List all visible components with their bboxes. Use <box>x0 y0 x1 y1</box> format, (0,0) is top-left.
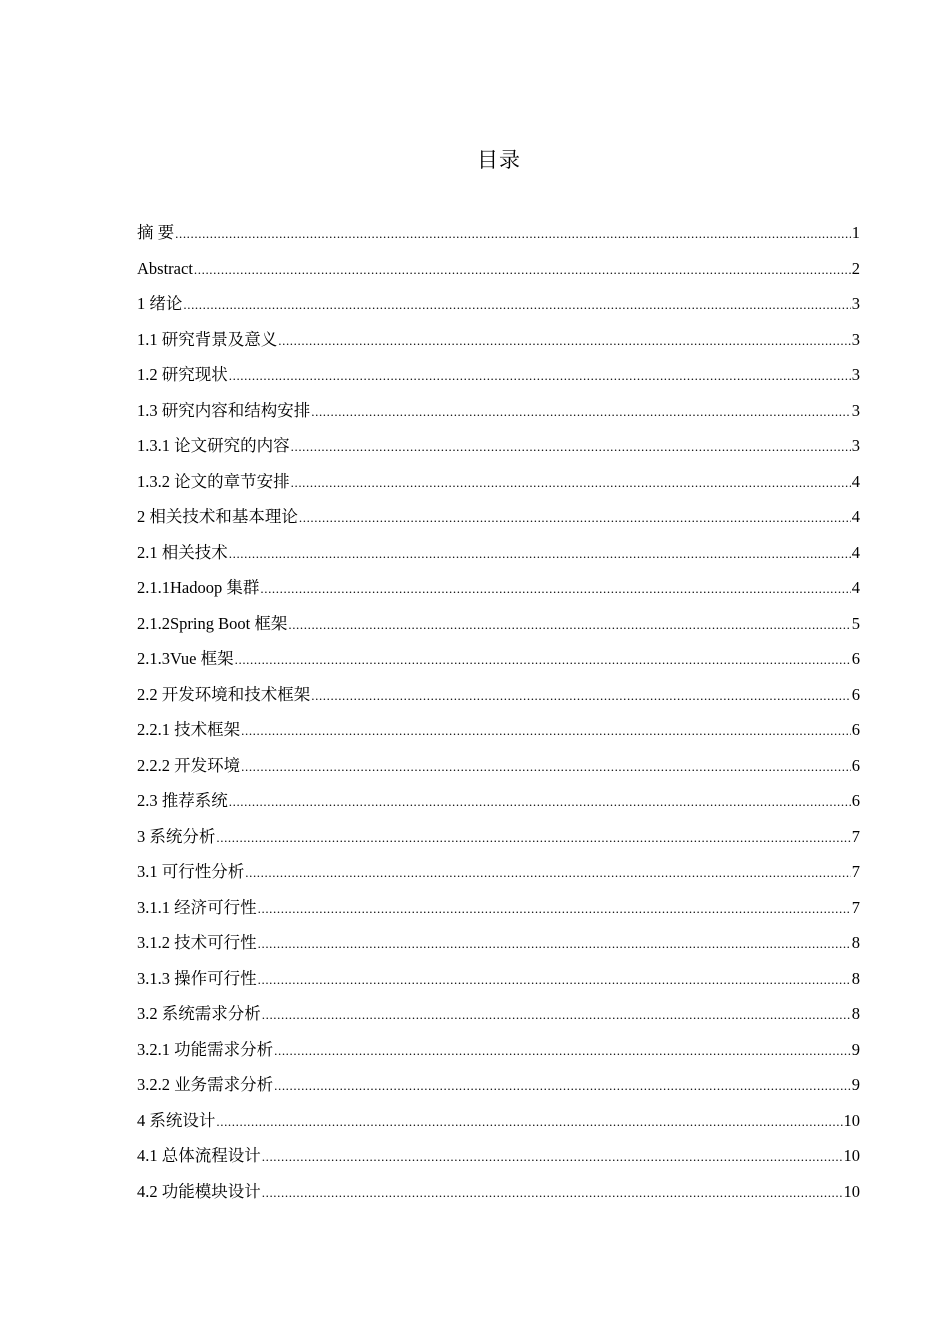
toc-entry-page-number: 7 <box>851 826 860 846</box>
toc-entry[interactable] <box>137 714 860 750</box>
toc-entry-label: 2 相关技术和基本理论 <box>137 507 298 526</box>
toc-entry-page-number: 9 <box>851 1075 860 1094</box>
toc-entry[interactable] <box>137 430 860 466</box>
toc-entry-label: 1.2 研究现状 <box>137 365 228 384</box>
toc-entry[interactable] <box>137 1140 860 1176</box>
toc-entry-page-number: 7 <box>851 897 860 917</box>
toc-entry-label: 1 绪论 <box>137 294 183 313</box>
toc-leader-dots <box>183 289 850 321</box>
toc-entry-page-number: 6 <box>851 684 860 704</box>
toc-leader-dots <box>235 644 851 676</box>
toc-entry[interactable] <box>137 572 860 608</box>
toc-entry-page-number: 6 <box>851 649 860 668</box>
toc-leader-dots <box>175 218 851 250</box>
toc-entry-label: 2.3 推荐系统 <box>137 791 228 810</box>
toc-entry-page-number: 4 <box>851 507 860 526</box>
toc-leader-dots <box>229 786 851 818</box>
toc-entry-label: 1.3 研究内容和结构安排 <box>137 400 311 420</box>
toc-leader-dots <box>311 396 851 428</box>
toc-entry[interactable] <box>137 856 860 892</box>
toc-entry[interactable] <box>137 288 860 324</box>
toc-leader-dots <box>288 609 850 641</box>
toc-entry-label: 2.2.2 开发环境 <box>137 755 241 775</box>
toc-entry-label: 4.1 总体流程设计 <box>137 1146 261 1165</box>
toc-entry-label: 3.1 可行性分析 <box>137 862 245 881</box>
toc-leader-dots <box>311 680 851 712</box>
toc-entry-label: 2.1.2Spring Boot 框架 <box>137 613 288 633</box>
toc-entry-page-number: 10 <box>843 1110 860 1130</box>
toc-entry[interactable] <box>137 359 860 395</box>
toc-entry[interactable] <box>137 750 860 786</box>
toc-entry-label: 3.2 系统需求分析 <box>137 1004 261 1023</box>
toc-entry-page-number: 8 <box>851 1004 860 1023</box>
toc-entry-label: 3.1.3 操作可行性 <box>137 968 257 988</box>
toc-leader-dots <box>274 1070 851 1102</box>
toc-entry[interactable] <box>137 643 860 679</box>
toc-entry[interactable] <box>137 217 860 253</box>
toc-leader-dots <box>258 964 851 996</box>
toc-entry-label: 2.1 相关技术 <box>137 542 228 562</box>
toc-leader-dots <box>258 893 851 925</box>
toc-entry-page-number: 8 <box>851 968 860 988</box>
toc-leader-dots <box>262 999 851 1031</box>
toc-entry-page-number: 6 <box>851 720 860 739</box>
toc-leader-dots <box>229 360 851 392</box>
toc-entry[interactable] <box>137 821 860 857</box>
toc-entry-page-number: 6 <box>851 755 860 775</box>
toc-entry[interactable] <box>137 253 860 289</box>
toc-leader-dots <box>278 325 851 357</box>
toc-entry[interactable] <box>137 963 860 999</box>
toc-entry[interactable] <box>137 466 860 502</box>
toc-leader-dots <box>291 467 851 499</box>
toc-entry[interactable] <box>137 679 860 715</box>
toc-leader-dots <box>229 538 851 570</box>
toc-leader-dots <box>194 254 851 286</box>
toc-entry-label: 4.2 功能模块设计 <box>137 1181 261 1201</box>
toc-list <box>137 217 860 1211</box>
toc-entry-label: 4 系统设计 <box>137 1110 216 1130</box>
toc-entry-label: 3.2.1 功能需求分析 <box>137 1039 274 1059</box>
toc-entry-page-number: 4 <box>851 578 860 597</box>
toc-entry[interactable] <box>137 998 860 1034</box>
toc-entry-label: 2.2.1 技术框架 <box>137 720 241 739</box>
toc-entry[interactable] <box>137 1176 860 1212</box>
toc-entry-label: 2.1.1Hadoop 集群 <box>137 578 260 597</box>
toc-entry[interactable] <box>137 395 860 431</box>
toc-entry-label: 摘 要 <box>137 223 175 242</box>
toc-leader-dots <box>216 822 850 854</box>
toc-entry-page-number: 9 <box>851 1039 860 1059</box>
toc-entry-label: 3.1.1 经济可行性 <box>137 897 257 917</box>
toc-entry-page-number: 8 <box>851 933 860 952</box>
toc-leader-dots <box>258 928 851 960</box>
toc-entry[interactable] <box>137 785 860 821</box>
toc-entry-page-number: 5 <box>851 613 860 633</box>
toc-leader-dots <box>260 573 850 605</box>
toc-entry-page-number: 10 <box>843 1146 860 1165</box>
toc-entry-label: 3 系统分析 <box>137 826 216 846</box>
toc-entry[interactable] <box>137 324 860 360</box>
toc-entry-label: 1.3.1 论文研究的内容 <box>137 436 290 455</box>
toc-leader-dots <box>241 751 851 783</box>
toc-entry-page-number: 2 <box>851 258 860 278</box>
toc-entry-label: 3.2.2 业务需求分析 <box>137 1075 274 1094</box>
toc-leader-dots <box>274 1035 851 1067</box>
toc-entry-page-number: 3 <box>851 365 860 384</box>
toc-entry-label: 3.1.2 技术可行性 <box>137 933 257 952</box>
toc-entry-page-number: 10 <box>843 1181 860 1201</box>
toc-entry-page-number: 3 <box>851 400 860 420</box>
toc-entry-page-number: 7 <box>851 862 860 881</box>
toc-entry-label: Abstract <box>137 258 193 278</box>
toc-entry-page-number: 6 <box>851 791 860 810</box>
toc-entry-page-number: 3 <box>851 329 860 349</box>
toc-entry-label: 1.1 研究背景及意义 <box>137 329 278 349</box>
toc-entry-label: 1.3.2 论文的章节安排 <box>137 471 290 491</box>
toc-entry[interactable] <box>137 608 860 644</box>
toc-entry-label: 2.1.3Vue 框架 <box>137 649 234 668</box>
toc-entry-page-number: 3 <box>851 294 860 313</box>
toc-entry[interactable] <box>137 501 860 537</box>
toc-entry[interactable] <box>137 1069 860 1105</box>
toc-leader-dots <box>241 715 851 747</box>
toc-leader-dots <box>262 1141 843 1173</box>
toc-entry-page-number: 3 <box>851 436 860 455</box>
toc-entry-label: 2.2 开发环境和技术框架 <box>137 684 311 704</box>
toc-leader-dots <box>216 1106 842 1138</box>
toc-entry[interactable] <box>137 1034 860 1070</box>
toc-leader-dots <box>262 1177 843 1209</box>
toc-entry-page-number: 1 <box>851 223 860 242</box>
toc-entry-page-number: 4 <box>851 471 860 491</box>
toc-leader-dots <box>291 431 851 463</box>
toc-entry[interactable] <box>137 927 860 963</box>
toc-entry-page-number: 4 <box>851 542 860 562</box>
toc-title: 目录 <box>477 148 521 172</box>
toc-leader-dots <box>299 502 851 534</box>
toc-entry[interactable] <box>137 1105 860 1141</box>
toc-entry[interactable] <box>137 892 860 928</box>
toc-leader-dots <box>245 857 851 889</box>
toc-entry[interactable] <box>137 537 860 573</box>
